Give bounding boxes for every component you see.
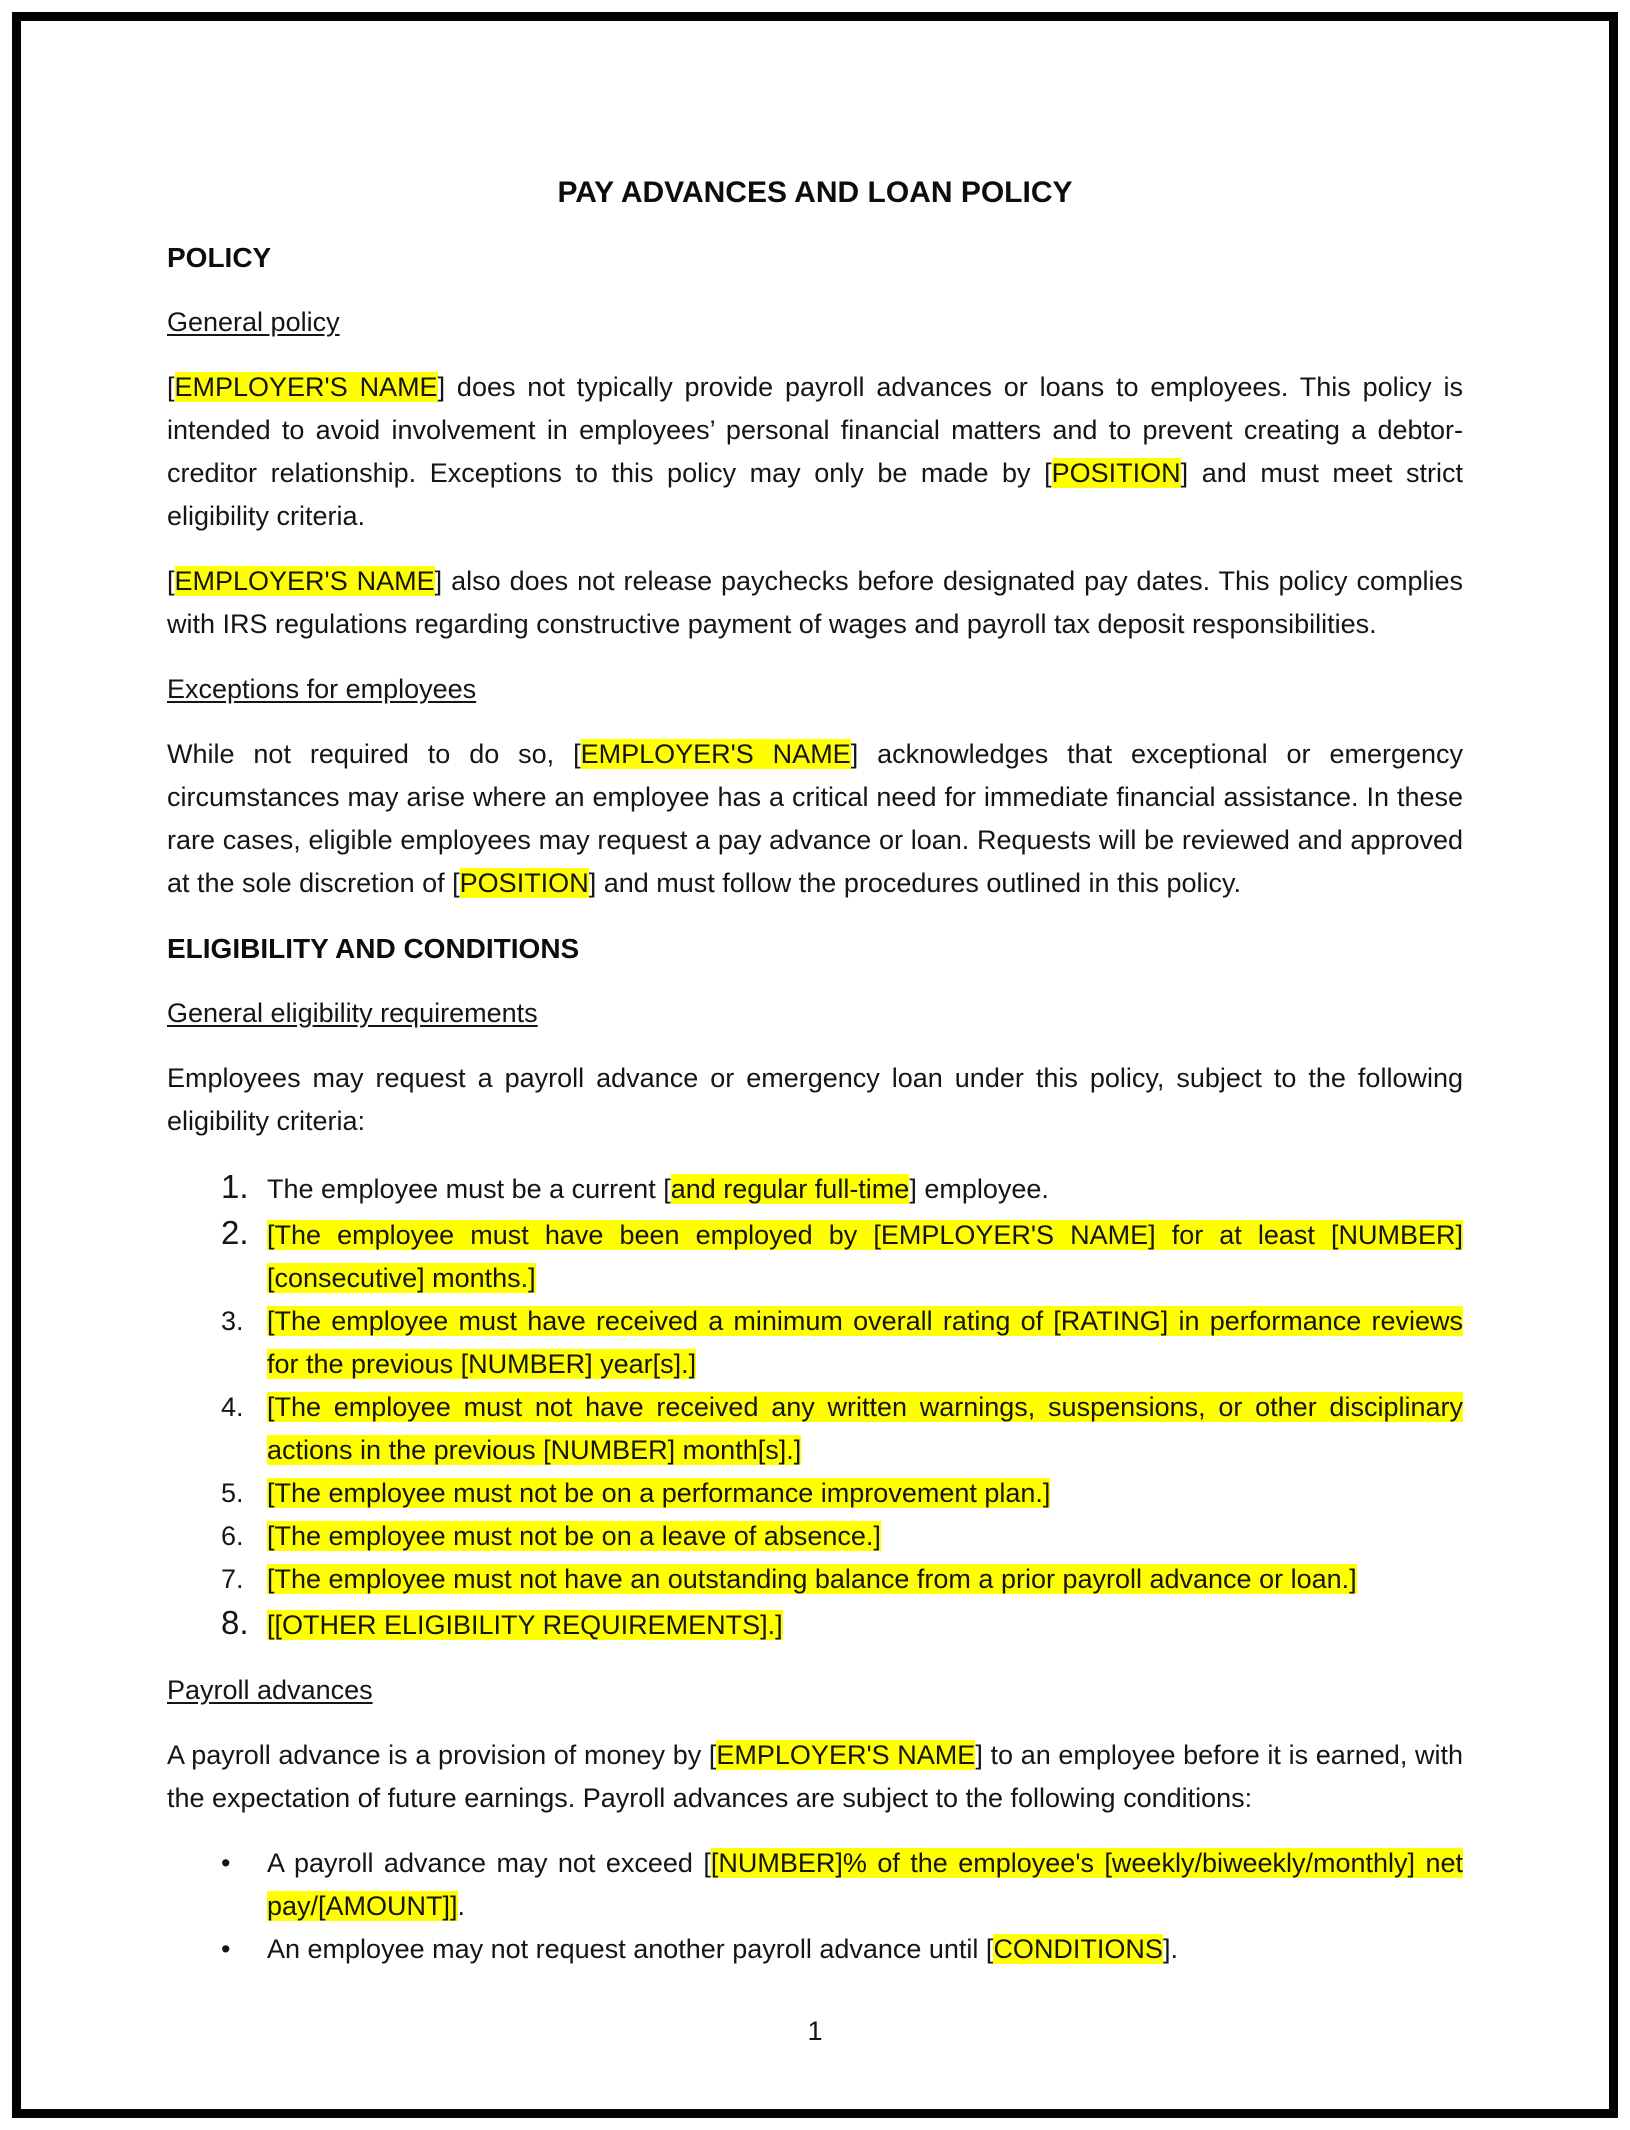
placeholder-highlight: CONDITIONS bbox=[993, 1934, 1163, 1964]
paragraph-general-policy-2 bbox=[167, 560, 1463, 646]
subheading-exceptions-for-employees: Exceptions for employees bbox=[167, 674, 477, 704]
list-item-text bbox=[267, 1472, 1463, 1515]
placeholder-highlight: [The employee must have received a minimum overall rating of [RATING] in performance reviews for the previous [NUMBER] year[s].] bbox=[267, 1306, 1463, 1379]
placeholder-highlight: EMPLOYER'S NAME bbox=[174, 566, 435, 596]
list-marker: 2. bbox=[221, 1214, 249, 1251]
list-item bbox=[167, 1300, 1463, 1386]
placeholder-highlight: [The employee must not be on a leave of absence.] bbox=[267, 1521, 881, 1551]
paragraph-eligibility-intro bbox=[167, 1057, 1463, 1143]
list-item-text bbox=[267, 1558, 1463, 1601]
list-item-text bbox=[267, 1168, 1463, 1211]
placeholder-highlight: [NUMBER]% of the employee's [weekly/biweekly/monthly] net pay/[AMOUNT]] bbox=[267, 1848, 1463, 1921]
document-title: PAY ADVANCES AND LOAN POLICY bbox=[557, 176, 1073, 209]
placeholder-highlight: EMPLOYER'S NAME bbox=[174, 372, 438, 402]
list-marker: 3. bbox=[221, 1306, 244, 1336]
placeholder-highlight: [The employee must have been employed by [EMPLOYER'S NAME] for at least [NUMBER] [consecutive] months.] bbox=[267, 1220, 1463, 1293]
document-content bbox=[21, 21, 1609, 1971]
list-item-text bbox=[267, 1604, 1463, 1647]
bullet-icon: • bbox=[221, 1848, 231, 1878]
text-run: A payroll advance may not exceed [ bbox=[267, 1848, 711, 1878]
list-marker: 7. bbox=[221, 1564, 244, 1594]
heading-policy: POLICY bbox=[167, 242, 272, 273]
text-run: ] and must meet strict eligibility criteria. bbox=[167, 458, 1463, 531]
page-number: 1 bbox=[807, 2016, 823, 2046]
list-item-text bbox=[267, 1928, 1463, 1971]
text-run: Employees may request a payroll advance or emergency loan under this policy, subject to the following eligibility criteria: bbox=[167, 1063, 1463, 1136]
list-item bbox=[167, 1601, 1463, 1647]
placeholder-highlight: [The employee must not have received any written warnings, suspensions, or other disciplinary actions in the previous [NUMBER] month[s].] bbox=[267, 1392, 1463, 1465]
placeholder-highlight: and regular full-time bbox=[670, 1174, 910, 1204]
placeholder-highlight: [The employee must not have an outstanding balance from a prior payroll advance or loan.] bbox=[267, 1564, 1357, 1594]
subheading-general-policy: General policy bbox=[167, 307, 340, 337]
text-run: A payroll advance is a provision of money by [ bbox=[167, 1740, 717, 1770]
placeholder-highlight: EMPLOYER'S NAME bbox=[580, 739, 851, 769]
list-marker: 8. bbox=[221, 1604, 249, 1641]
paragraph-payroll-advances bbox=[167, 1734, 1463, 1820]
document-page bbox=[12, 12, 1618, 2118]
list-marker: 5. bbox=[221, 1478, 244, 1508]
advance-conditions-list bbox=[167, 1842, 1463, 1971]
list-item bbox=[167, 1842, 1463, 1928]
text-run: ]. bbox=[1162, 1934, 1178, 1964]
text-run: ] acknowledges that exceptional or emergency circumstances may arise where an employee has a critical need for immediate financial assistance. In these rare cases, eligible employees may request a pay advance or loan. Requests will be reviewed and approved at the sole discretion of [ bbox=[167, 739, 1464, 898]
text-run: ] does not typically provide payroll advances or loans to employees. This policy is intended to avoid involvement in employees’ personal financial matters and to prevent creating a debtor-creditor relationship. Exceptions to this policy may only be made by [ bbox=[167, 372, 1463, 488]
list-item-text bbox=[267, 1214, 1463, 1300]
list-item bbox=[167, 1472, 1463, 1515]
placeholder-highlight: POSITION bbox=[459, 868, 589, 898]
placeholder-highlight: POSITION bbox=[1051, 458, 1181, 488]
list-item bbox=[167, 1386, 1463, 1472]
text-run: . bbox=[457, 1891, 466, 1921]
list-item bbox=[167, 1515, 1463, 1558]
placeholder-highlight: EMPLOYER'S NAME bbox=[716, 1740, 976, 1770]
list-item bbox=[167, 1211, 1463, 1300]
eligibility-list bbox=[167, 1165, 1463, 1647]
paragraph-exceptions-1 bbox=[167, 733, 1463, 905]
list-item-text bbox=[267, 1386, 1463, 1472]
subheading-general-eligibility-requirements: General eligibility requirements bbox=[167, 998, 538, 1028]
text-run: ] to an employee before it is earned, with the expectation of future earnings. Payroll advances are subject to the following conditions: bbox=[167, 1740, 1464, 1813]
text-run: ] and must follow the procedures outlined in this policy. bbox=[588, 868, 1242, 898]
list-marker: 6. bbox=[221, 1521, 244, 1551]
text-run: ] employee. bbox=[909, 1174, 1049, 1204]
subheading-payroll-advances: Payroll advances bbox=[167, 1675, 373, 1705]
list-marker: 4. bbox=[221, 1392, 244, 1422]
text-run: While not required to do so, [ bbox=[167, 739, 581, 769]
text-run: [ bbox=[167, 566, 175, 596]
text-run: [ bbox=[167, 372, 175, 402]
text-run: The employee must be a current [ bbox=[267, 1174, 671, 1204]
list-marker: 1. bbox=[221, 1168, 249, 1205]
placeholder-highlight: [[OTHER ELIGIBILITY REQUIREMENTS].] bbox=[267, 1610, 783, 1640]
list-item bbox=[167, 1165, 1463, 1211]
placeholder-highlight: [The employee must not be on a performance improvement plan.] bbox=[267, 1478, 1051, 1508]
paragraph-general-policy-1 bbox=[167, 366, 1463, 538]
list-item bbox=[167, 1558, 1463, 1601]
list-item-text bbox=[267, 1842, 1463, 1928]
list-item-text bbox=[267, 1300, 1463, 1386]
bullet-icon: • bbox=[221, 1934, 231, 1964]
text-run: ] also does not release paychecks before designated pay dates. This policy complies with IRS regulations regarding constructive payment of wages and payroll tax deposit responsibilities. bbox=[167, 566, 1463, 639]
text-run: An employee may not request another payroll advance until [ bbox=[267, 1934, 994, 1964]
list-item-text bbox=[267, 1515, 1463, 1558]
heading-eligibility-and-conditions: ELIGIBILITY AND CONDITIONS bbox=[167, 933, 580, 964]
list-item bbox=[167, 1928, 1463, 1971]
